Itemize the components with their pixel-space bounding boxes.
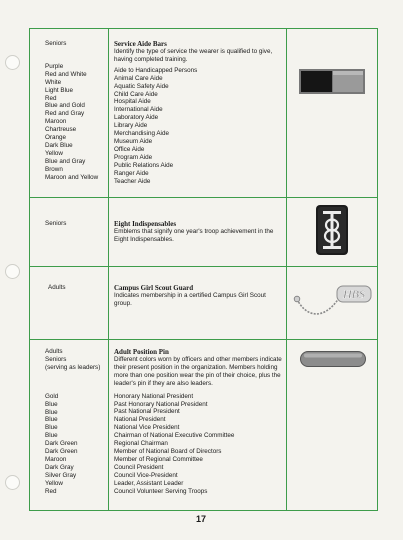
color-item: Blue [45, 432, 58, 440]
row-title: Adult Position Pin [114, 348, 169, 356]
audience-line: Seniors [45, 355, 67, 363]
label-item: Council Vice-President [114, 471, 178, 479]
guard-pin-letters: HBS [343, 287, 365, 301]
color-item: Blue [45, 424, 58, 432]
color-item: Red [45, 487, 57, 495]
color-list [45, 393, 100, 496]
color-item: Yellow [45, 149, 63, 157]
label-item: Council President [114, 463, 164, 471]
table-row [30, 29, 377, 197]
eight-indispensables-emblem-image [316, 205, 348, 255]
audience-line: Adults [45, 348, 63, 355]
adult-position-pin-image [300, 351, 366, 367]
color-item: Red [45, 94, 57, 102]
label-item: Member of National Board of Directors [114, 447, 222, 455]
row-audience [45, 40, 98, 182]
row-description [114, 220, 284, 244]
label-item: Past Honorary National President [114, 400, 208, 408]
label-item: Child Care Aide [114, 90, 158, 98]
row-desc: Emblems that signify one year's troop achievement in the Eight Indispensables. [114, 228, 274, 243]
color-item: Red and Gray [45, 110, 85, 118]
color-item: Blue [45, 416, 58, 424]
service-aide-bar-image [299, 69, 365, 94]
campus-guard-pin-image [289, 280, 377, 328]
row-desc: Identify the type of service the wearer is qualified to give, having completed training. [114, 48, 273, 63]
color-item: Brown [45, 165, 63, 173]
label-item: Office Aide [114, 145, 145, 153]
label-item: Honorary National President [114, 392, 194, 400]
audience-line: Adults [48, 284, 66, 291]
label-item: International Aide [114, 106, 163, 114]
binder-hole-top [5, 55, 20, 70]
binder-hole-middle [5, 264, 20, 279]
color-item: Maroon [45, 118, 67, 126]
audience-line: (serving as leaders) [45, 363, 101, 371]
color-item: Light Blue [45, 86, 74, 94]
label-list [114, 393, 284, 496]
color-item: White [45, 78, 62, 86]
row-description [114, 284, 284, 308]
label-item: Laboratory Aide [114, 114, 159, 122]
label-item: Ranger Aide [114, 169, 149, 177]
color-item: Orange [45, 134, 67, 142]
row-audience [45, 220, 66, 228]
color-item: Maroon [45, 455, 67, 463]
label-item: Teacher Aide [114, 177, 151, 185]
row-title: Campus Girl Scout Guard [114, 284, 194, 292]
label-item: Hospital Aide [114, 98, 151, 106]
row-audience [45, 348, 100, 496]
row-audience [48, 284, 66, 292]
color-item: Blue [45, 400, 58, 408]
color-item: Dark Gray [45, 463, 74, 471]
label-item: Member of Regional Committee [114, 455, 203, 463]
color-item: Maroon and Yellow [45, 173, 99, 181]
binder-hole-bottom [5, 475, 20, 490]
label-item: Past National President [114, 408, 180, 416]
label-item: Council Volunteer Serving Troops [114, 487, 208, 495]
label-item: Museum Aide [114, 137, 153, 145]
row-description [114, 40, 284, 185]
row-description [114, 348, 284, 495]
color-item: Silver Gray [45, 471, 77, 479]
color-list [45, 63, 98, 182]
color-item: Blue [45, 408, 58, 416]
label-item: Merchandising Aide [114, 130, 169, 138]
row-title: Service Aide Bars [114, 40, 167, 48]
color-item: Dark Green [45, 440, 78, 448]
label-item: Program Aide [114, 153, 153, 161]
row-title: Eight Indispensables [114, 220, 177, 228]
label-list [114, 67, 284, 186]
color-item: Yellow [45, 479, 63, 487]
color-item: Gold [45, 392, 59, 400]
table-row [30, 266, 377, 339]
label-item: Leader, Assistant Leader [114, 479, 184, 487]
color-item: Blue and Gold [45, 102, 85, 110]
color-item: Dark Blue [45, 141, 73, 149]
row-desc: Indicates membership in a certified Campus Girl Scout group. [114, 292, 266, 307]
label-item: National Vice President [114, 424, 180, 432]
table-row [30, 339, 377, 512]
color-item: Purple [45, 62, 64, 70]
color-item: Chartreuse [45, 126, 77, 134]
color-item: Red and White [45, 70, 87, 78]
row-desc: Different colors worn by officers and other members indicate their present position in the organization. Members holding more than one position wear the pin of their choice, plus the leader's pin if they are also leaders. [114, 356, 282, 387]
audience-line: Seniors [45, 40, 67, 47]
label-item: National President [114, 416, 166, 424]
label-item: Aide to Handicapped Persons [114, 66, 198, 74]
label-item: Animal Care Aide [114, 74, 163, 82]
label-item: Chairman of National Executive Committee [114, 432, 235, 440]
table-row [30, 197, 377, 266]
audience-line: Seniors [45, 220, 67, 227]
insignia-table [29, 28, 378, 511]
label-item: Regional Chairman [114, 440, 168, 448]
label-item: Library Aide [114, 122, 148, 130]
page-number: 17 [196, 514, 207, 524]
label-item: Aquatic Safety Aide [114, 82, 169, 90]
color-item: Dark Green [45, 448, 78, 456]
color-item: Blue and Gray [45, 157, 86, 165]
label-item: Public Relations Aide [114, 161, 174, 169]
